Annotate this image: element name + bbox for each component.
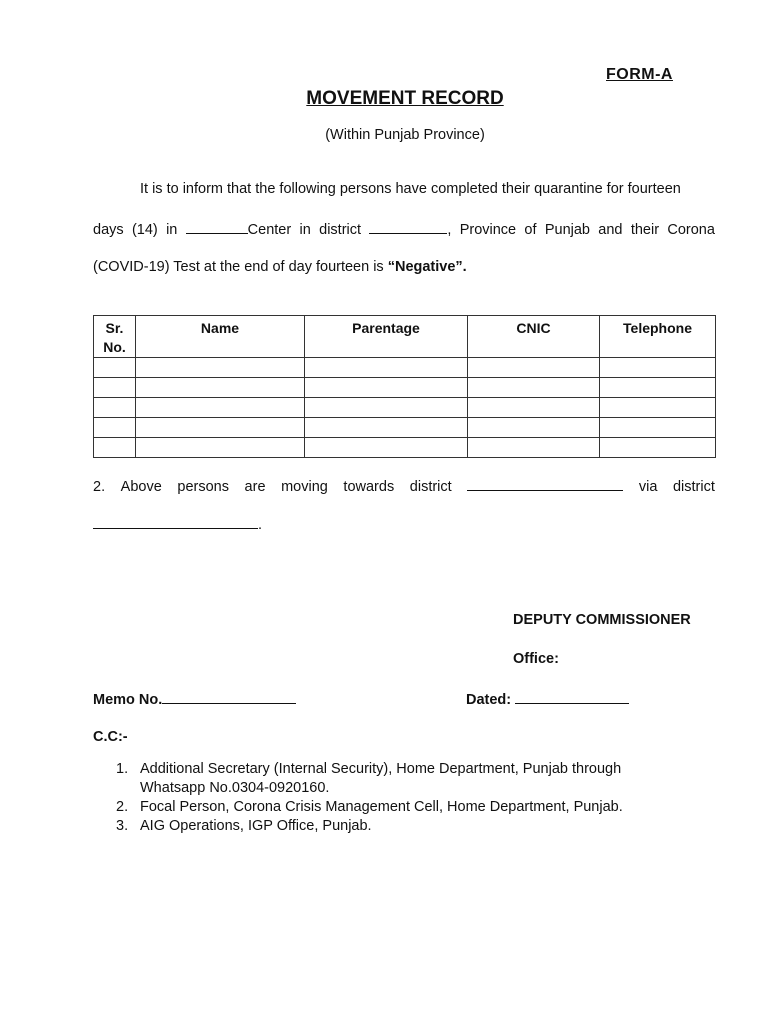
table-cell[interactable] [468,418,600,438]
cc-label: C.C:- [93,729,128,745]
table-cell[interactable] [94,358,136,378]
table-row [94,438,716,458]
intro-word: Corona [667,222,715,238]
table-cell[interactable] [136,418,305,438]
table-cell[interactable] [136,398,305,418]
table-cell[interactable] [600,378,716,398]
intro-line-3-prefix: (COVID-19) Test at the end of day fourteen is [93,259,388,275]
table-cell[interactable] [600,398,716,418]
table-cell[interactable] [600,438,716,458]
district-field-group [369,220,451,238]
date-field[interactable] [515,690,629,704]
records-table [93,315,716,458]
list-item-line: Whatsapp No.0304-0920160. [140,780,330,796]
form-label: FORM-A [606,66,673,83]
list-item [116,817,716,836]
intro-word: Center [247,222,292,238]
table-row [94,378,716,398]
intro-word: (14) [131,222,158,238]
table-row [94,398,716,418]
list-item-line: Focal Person, Corona Crisis Management Cell, Home Department, Punjab. [140,799,623,815]
table-cell[interactable] [468,378,600,398]
subtitle [0,127,770,143]
table-cell[interactable] [305,378,468,398]
table-row [94,418,716,438]
table-cell[interactable] [94,438,136,458]
dated-row [466,690,629,708]
intro-word: in [299,222,311,238]
list-item-number: 2. [116,799,129,815]
via-district-field[interactable] [93,515,258,529]
intro-word: their [630,222,660,238]
header-name: Name [136,316,305,358]
para2-word: district [672,479,715,495]
memo-row [93,690,296,708]
cc-list [116,760,716,836]
table-cell[interactable] [600,358,716,378]
table-cell[interactable] [94,418,136,438]
table-cell[interactable] [600,418,716,438]
para2-word: via [638,479,658,495]
para2-word: Above [120,479,162,495]
dated-label: Dated: [466,692,516,708]
table-cell[interactable] [94,398,136,418]
designation: DEPUTY COMMISSIONER [513,612,691,628]
table-header-row [94,316,716,358]
para2-word: moving [281,479,328,495]
list-item-line: Additional Secretary (Internal Security), Home Department, Punjab through [140,761,622,777]
destination-district-field[interactable] [467,477,623,491]
intro-line-2 [93,220,715,238]
intro-line-3 [93,259,715,275]
table-cell[interactable] [468,358,600,378]
office-label: Office: [513,651,559,667]
list-item [116,760,716,798]
district-field[interactable] [369,220,447,234]
list-item-number: 3. [116,818,129,834]
intro-word: district [319,222,362,238]
table-cell[interactable] [305,358,468,378]
header-sr-line2: No. [103,339,126,355]
table-cell[interactable] [136,438,305,458]
table-cell[interactable] [468,398,600,418]
page-title [0,88,770,110]
page-title-text: MOVEMENT RECORD [306,88,504,109]
para2-word: are [244,479,266,495]
memo-label: Memo No. [93,692,163,708]
table-cell[interactable] [305,418,468,438]
intro-word: in [166,222,178,238]
negative-result: “Negative”. [387,259,467,275]
intro-line-1: It is to inform that the following persons have completed their quarantine for fourteen [140,181,681,197]
table-cell[interactable] [305,438,468,458]
table-cell[interactable] [136,378,305,398]
header-parentage: Parentage [305,316,468,358]
para2-word: towards [343,479,395,495]
para2-number: 2. [93,479,106,495]
intro-word: days [93,222,124,238]
intro-word: Province [459,222,517,238]
subtitle-text: (Within Punjab Province) [325,127,485,143]
intro-word: , [447,222,452,238]
center-name-field[interactable] [186,220,248,234]
list-item-line: AIG Operations, IGP Office, Punjab. [140,818,372,834]
para2-line-1 [93,477,715,495]
intro-word: of [524,222,537,238]
para2-word: persons [177,479,229,495]
memo-number-field[interactable] [162,690,296,704]
para2-line-2 [93,515,715,533]
list-item [116,798,716,817]
intro-word: and [598,222,623,238]
intro-word: Punjab [544,222,590,238]
list-item-text [140,760,621,798]
header-sr-no [94,316,136,358]
center-field-group [186,220,292,238]
table-cell[interactable] [305,398,468,418]
para2-word: district [409,479,452,495]
list-item-number: 1. [116,761,129,777]
table-cell[interactable] [468,438,600,458]
para2-end: . [258,517,263,533]
table-cell[interactable] [136,358,305,378]
table-row [94,358,716,378]
header-sr-line1: Sr. [105,320,124,336]
table-cell[interactable] [94,378,136,398]
header-cnic: CNIC [468,316,600,358]
header-telephone: Telephone [600,316,716,358]
